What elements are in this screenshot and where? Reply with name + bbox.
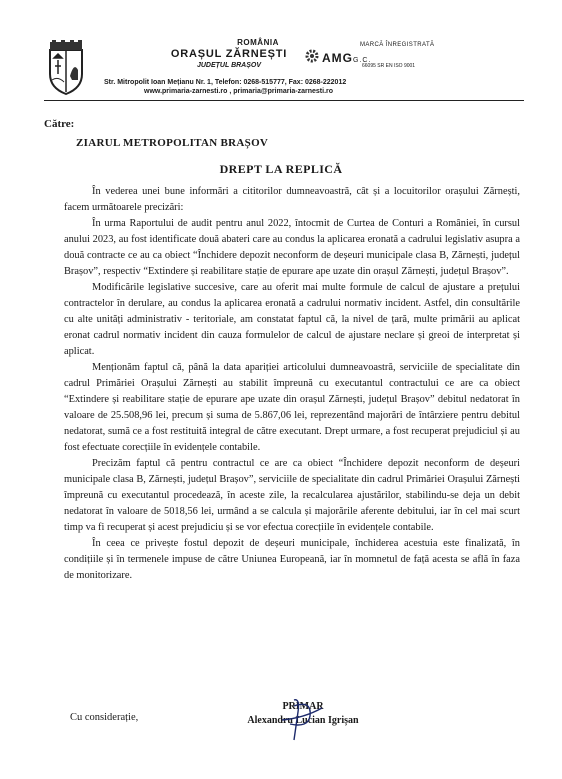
letter-body [64, 184, 520, 584]
web-line: www.primaria-zarnesti.ro , primaria@primaria-zarnesti.ro [144, 88, 334, 95]
mark-iso: 66095 SR EN ISO 9001 [362, 63, 416, 69]
signer-title: PRIMAR [282, 701, 324, 712]
signer-name: Alexandru Lucian Igrișan [247, 715, 359, 726]
header-divider [44, 100, 524, 101]
town-name: ORAȘUL ZĂRNEȘTI [170, 48, 288, 60]
paragraph: Menționăm faptul că, până la data apariției articolului dumneavoastră, serviciile de specialitate din cadrul Primăriei Orașului Zărnești au stabilit împreună cu executantul contractului ce are ca obiect “Extindere și reabilitare stație de epurare ape uzate din orașul Zărnești, județul Brașov” debitul nedatorat în valoare de 25.508,96 lei, precum și suma de 5.867,06 lei, reprezentând majorări de întârziere pentru debitul nedatorat, sumă ce a fost restituită integral de către executant. Drept urmare, a fost recuperat prejudiciul și au fost efectuate corecțiile în evidențele contabile. [64, 362, 520, 453]
addressee: ZIARUL METROPOLITAN BRAȘOV [76, 137, 269, 149]
signature-block [218, 700, 388, 728]
closing-salutation: Cu considerație, [70, 712, 139, 723]
mark-suffix: G.C. [353, 57, 372, 64]
certification-mark [304, 42, 454, 76]
paragraph: Precizăm faptul că pentru contractul ce are ca obiect “Închidere depozit neconform de deșeuri municipale clasa B, Zărnești, județul Brașov”, serviciile de specialitate din cadrul Primăriei Orașului Zărnești împreună cu executantul procedează, în aceste zile, la recalcularea ajustărilor, stabilindu-se deja un debit nedatorat în valoare de 5018,56 lei, urmând a se calcula și majorările aferente debitului, iar în cel mai scurt timp va fi recuperat și acest prejudiciu și se vor efectua corecțiile în evidențele contabile. [64, 458, 520, 533]
letter-title: DREPT LA REPLICĂ [219, 162, 343, 176]
paragraph: În urma Raportului de audit pentru anul 2022, întocmit de Curtea de Conturi a României, în cursul anului 2023, au fost identificate două abateri care au condus la aplicarea eronată a cadrului legislativ asupra a două contracte ce au ca obiect “Închidere depozit neconform de deșeuri municipale clasa B, Zărnești, județul Brașov”, respectiv “Extindere și reabilitare stație de epurare ape uzate din orașul Zărnești, județul Brașov”. [64, 218, 520, 277]
paragraph: Modificările legislative succesive, care au oferit mai multe formule de calcul de ajustare a prețului contractelor în derulare, au condus la aplicarea eronată a cadrului normativ incident. Astfel, din consultările cu alte unități administrativ - teritoriale, am constatat faptul că, la nivel de țară, multe primării au aplicat eronat cadrul normativ incident din cauza formulelor de calcul de ajustare neclare și greoi de interpretat și aplicat. [64, 282, 520, 357]
country-label: ROMÂNIA [237, 38, 279, 47]
mark-label: MARCĂ ÎNREGISTRATĂ [360, 42, 435, 48]
address-line: Str. Mitropolit Ioan Mețianu Nr. 1, Telefon: 0268-515777, Fax: 0268-222012 [104, 79, 347, 86]
contact-info [104, 78, 524, 96]
paragraph: În vederea unei bune informări a cititorilor dumneavoastră, cât și a locuitorilor orașului Zărnești, facem următoarele precizări: [64, 186, 520, 213]
county-label: JUDEȚUL BRAȘOV [196, 62, 262, 69]
letterhead [44, 38, 524, 100]
paragraph: În ceea ce privește fostul depozit de deșeuri municipale, închiderea acestuia este finalizată, în condițiile și în termenele impuse de către Uniunea Europeană, iar în momnetul de față acesta se află în faza de monitorizare. [64, 538, 520, 581]
gear-icon [304, 48, 320, 64]
coat-of-arms-icon [44, 40, 88, 96]
to-label: Către: [44, 118, 75, 130]
mark-name: AMG [322, 51, 353, 65]
